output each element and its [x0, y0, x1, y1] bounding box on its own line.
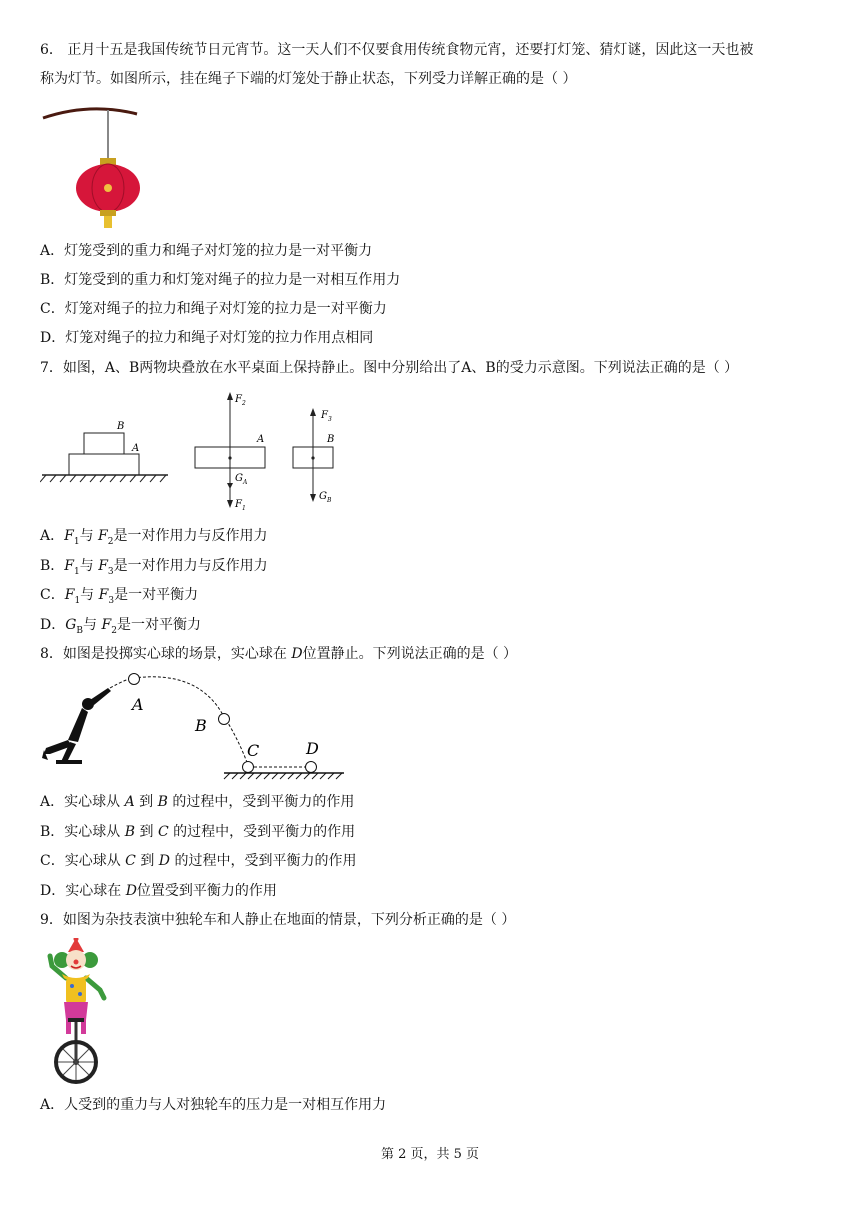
- lantern-figure: [40, 100, 140, 230]
- q8-option-c: C．实心球从 C 到 D 的过程中，受到平衡力的作用: [40, 853, 357, 869]
- ball-c: [243, 762, 254, 773]
- label-pos-d: D: [306, 739, 319, 758]
- label-f1: $F_1$: [235, 499, 246, 512]
- q6-stem-line2: 称为灯节。如图所示，挂在绳子下端的灯笼处于静止状态，下列受力详解正确的是（ ）: [40, 71, 577, 87]
- q9-option-a: A．人受到的重力与人对独轮车的压力是一对相互作用力: [40, 1097, 387, 1113]
- q7-option-c: C．$F_1$与 $F_3$是一对平衡力: [40, 587, 199, 606]
- shot-put-figure: [38, 670, 348, 782]
- q6-option-d: D．灯笼对绳子的拉力和绳子对灯笼的拉力作用点相同: [40, 330, 374, 346]
- label-f3: $F_3$: [321, 410, 332, 423]
- label-pos-a: A: [132, 695, 144, 714]
- q6-option-a: A．灯笼受到的重力和绳子对灯笼的拉力是一对平衡力: [40, 243, 373, 259]
- label-pos-b: B: [195, 716, 207, 735]
- label-fbd-b: B: [327, 434, 335, 445]
- q7-option-d: D．$G_B$与 $F_2$是一对平衡力: [40, 617, 201, 636]
- q8-option-d: D．实心球在 D位置受到平衡力的作用: [40, 883, 277, 899]
- q9-stem: 9．如图为杂技表演中独轮车和人静止在地面的情景，下列分析正确的是（ ）: [40, 912, 516, 928]
- force-diagram-figure: [40, 386, 340, 514]
- label-gb: $G_B$: [319, 491, 332, 504]
- q8-stem: 8．如图是投掷实心球的场景，实心球在 D位置静止。下列说法正确的是（ ）: [40, 646, 518, 662]
- block-a: [69, 454, 139, 475]
- q7-option-a: A．$F_1$与 $F_2$是一对作用力与反作用力: [40, 528, 268, 547]
- arrow-ga-head: [227, 483, 233, 489]
- q7-option-b: B．$F_1$与 $F_3$是一对作用力与反作用力: [40, 558, 268, 577]
- q6-option-c: C．灯笼对绳子的拉力和绳子对灯笼的拉力是一对平衡力: [40, 301, 387, 317]
- page-footer: 第 2 页，共 5 页: [380, 1147, 480, 1162]
- q7-stem: 7．如图，A、B两物块叠放在水平桌面上保持静止。图中分别给出了A、B的受力示意图。下列说法正确的是（ ）: [40, 360, 739, 376]
- clown-body: [66, 978, 86, 1004]
- label-ga: $G_A$: [235, 473, 248, 486]
- table-hatching: [40, 475, 166, 482]
- label-fbd-a: A: [257, 434, 265, 445]
- lantern-pole: [43, 109, 137, 118]
- q8-option-a: A．实心球从 A 到 B 的过程中，受到平衡力的作用: [40, 794, 355, 810]
- label-f2: $F_2$: [235, 394, 246, 407]
- clown-pants: [64, 1002, 88, 1020]
- q6-option-b: B．灯笼受到的重力和灯笼对绳子的拉力是一对相互作用力: [40, 272, 401, 288]
- clown-unicycle-figure: [40, 938, 112, 1086]
- lantern-bottom: [100, 210, 116, 216]
- ball-a: [129, 674, 140, 685]
- ball-d: [306, 762, 317, 773]
- label-a: A: [132, 443, 140, 454]
- q8-option-b: B．实心球从 B 到 C 的过程中，受到平衡力的作用: [40, 824, 356, 840]
- ball-b: [219, 714, 230, 725]
- block-b: [84, 433, 124, 454]
- label-b: B: [117, 421, 125, 432]
- label-pos-c: C: [247, 741, 260, 760]
- ground-hatching: [224, 773, 342, 779]
- q6-stem-line1: 6． 正月十五是我国传统节日元宵节。这一天人们不仅要食用传统食物元宵，还要打灯笼、猜灯谜，因此这一天也被: [40, 42, 754, 58]
- thrower-icon: [42, 688, 111, 764]
- lantern-tassel: [104, 216, 112, 228]
